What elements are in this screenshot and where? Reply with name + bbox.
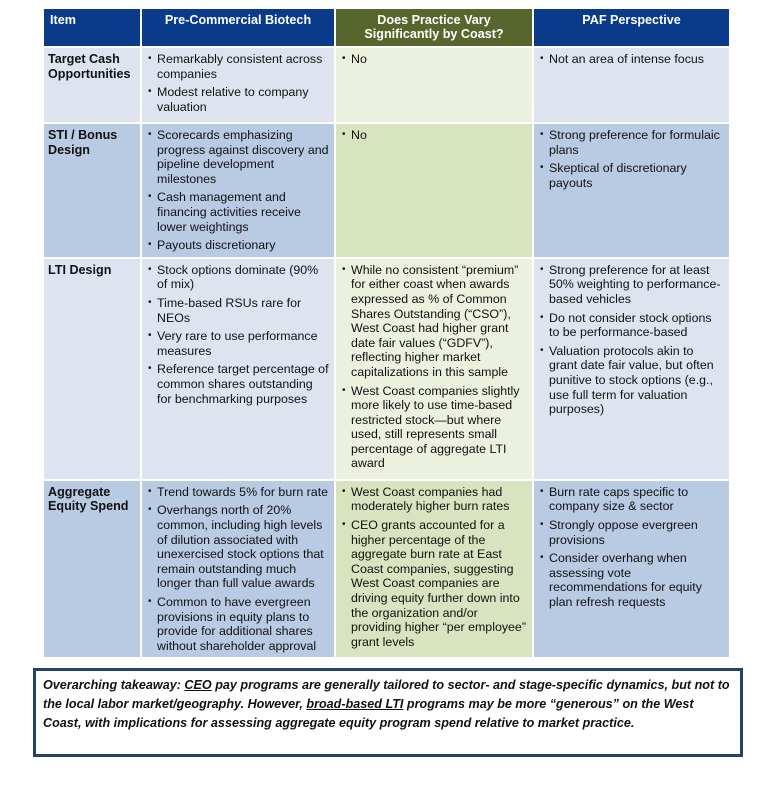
bullet-icon: •	[148, 263, 152, 275]
bullet-item	[146, 362, 330, 406]
header-pre-commercial: Pre-Commercial Biotech	[141, 8, 335, 47]
bullet-icon: •	[148, 330, 152, 342]
bullet-text: Valuation protocols akin to grant date fair value, but often punitive to stock options (e.g., use full term for valuation purposes)	[549, 343, 714, 417]
bullet-item	[146, 238, 330, 253]
cell-paf	[533, 258, 730, 480]
cell-coast	[335, 480, 533, 659]
bullet-icon: •	[342, 53, 346, 64]
bullet-icon: •	[148, 53, 152, 64]
cell-coast	[335, 258, 533, 480]
bullet-text: While no consistent “premium” for either coast when awards expressed as % of Common Shares Outstanding (“CSO”), West Coast had higher grant date fair values (“GDFV”), reflecting higher market capitalizations in this sample	[351, 262, 519, 379]
bullet-icon: •	[342, 129, 346, 140]
bullet-icon: •	[540, 485, 544, 497]
bullet-text: Skeptical of discretionary payouts	[549, 161, 687, 190]
bullet-item	[146, 595, 330, 653]
bullet-list	[538, 128, 725, 190]
bullet-icon: •	[342, 518, 346, 530]
bullet-icon: •	[540, 311, 544, 323]
bullet-list	[340, 52, 528, 67]
bullet-icon: •	[148, 595, 152, 607]
bullet-item	[340, 52, 528, 67]
takeaway-underline-ceo: CEO	[184, 678, 212, 692]
bullet-text: Overhangs north of 20% common, including high levels of dilution associated with unexercised stock options that remain outstanding much longer than full value awards	[157, 503, 324, 591]
bullet-text: Common to have evergreen provisions in equity plans to provide for additional shares without shareholder approval	[157, 594, 317, 653]
table-header-row	[43, 8, 730, 47]
bullet-icon: •	[148, 239, 152, 251]
bullet-text: No	[351, 128, 367, 142]
bullet-list	[340, 263, 528, 471]
bullet-text: Reference target percentage of common shares outstanding for benchmarking purposes	[157, 362, 329, 406]
cell-coast	[335, 123, 533, 258]
table-row	[43, 123, 730, 258]
header-paf: PAF Perspective	[533, 8, 730, 47]
bullet-item	[538, 344, 725, 417]
bullet-text: Time-based RSUs rare for NEOs	[157, 295, 302, 325]
bullet-icon: •	[148, 129, 152, 140]
bullet-text: Strongly oppose evergreen provisions	[549, 517, 698, 547]
bullet-text: Remarkably consistent across companies	[157, 52, 323, 81]
bullet-list	[538, 52, 725, 67]
bullet-icon: •	[148, 504, 152, 516]
bullet-text: West Coast companies slightly more likely to use time-based restricted stock—but where used, still represents small percentage of aggregate LTI award	[351, 383, 520, 471]
bullet-text: Modest relative to company valuation	[157, 85, 309, 114]
bullet-item	[146, 296, 330, 325]
takeaway-underline-lti: broad-based LTI	[306, 697, 404, 711]
bullet-list	[146, 485, 330, 654]
bullet-icon: •	[148, 86, 152, 98]
table-row	[43, 480, 730, 659]
bullet-item	[340, 518, 528, 649]
bullet-item	[538, 263, 725, 307]
cell-pre-commercial	[141, 123, 335, 258]
bullet-icon: •	[342, 384, 346, 396]
bullet-item	[146, 485, 330, 500]
bullet-text: Very rare to use performance measures	[157, 329, 318, 358]
bullet-icon: •	[540, 263, 544, 275]
comparison-table	[42, 7, 731, 659]
takeaway-text-2: pay programs are generally tailored to sector- and stage-specific dynamics, but not to the local labor market/geography. However,	[43, 678, 730, 711]
bullet-list	[538, 485, 725, 610]
bullet-item	[340, 384, 528, 472]
cell-paf	[533, 47, 730, 123]
bullet-item	[146, 329, 330, 358]
bullet-item	[538, 161, 725, 190]
bullet-item	[538, 551, 725, 609]
row-item-label: Aggregate Equity Spend	[43, 480, 141, 659]
cell-coast	[335, 47, 533, 123]
bullet-icon: •	[148, 485, 152, 497]
bullet-text: Do not consider stock options to be performance-based	[549, 310, 712, 340]
bullet-item	[538, 485, 725, 514]
bullet-item	[146, 52, 330, 81]
row-item-label: STI / Bonus Design	[43, 123, 141, 258]
bullet-text: Burn rate caps specific to company size & sector	[549, 484, 689, 514]
cell-pre-commercial	[141, 47, 335, 123]
bullet-icon: •	[540, 344, 544, 356]
cell-paf	[533, 480, 730, 659]
bullet-text: Not an area of intense focus	[549, 52, 704, 66]
takeaway-box	[33, 668, 743, 757]
bullet-icon: •	[148, 363, 152, 375]
bullet-item	[146, 128, 330, 186]
header-item: Item	[43, 8, 141, 47]
header-coast: Does Practice Vary Significantly by Coast?	[335, 8, 533, 47]
bullet-list	[146, 52, 330, 114]
table-row	[43, 258, 730, 480]
row-item-label: LTI Design	[43, 258, 141, 480]
bullet-text: Payouts discretionary	[157, 238, 276, 253]
bullet-item	[538, 128, 725, 157]
bullet-icon: •	[540, 162, 544, 174]
cell-pre-commercial	[141, 480, 335, 659]
bullet-text: Trend towards 5% for burn rate	[157, 484, 329, 499]
bullet-item	[146, 263, 330, 292]
bullet-item	[146, 503, 330, 591]
bullet-list	[340, 485, 528, 650]
bullet-icon: •	[148, 191, 152, 203]
bullet-text: Scorecards emphasizing progress against discovery and pipeline development milestones	[157, 128, 329, 186]
bullet-item	[538, 311, 725, 340]
bullet-list	[146, 263, 330, 406]
takeaway-text-1: Overarching takeaway:	[43, 678, 185, 692]
bullet-item	[146, 85, 330, 114]
bullet-icon: •	[540, 518, 544, 530]
bullet-text: Cash management and financing activities receive lower weightings	[157, 190, 301, 234]
bullet-text: Consider overhang when assessing vote recommendations for equity plan refresh requests	[549, 551, 702, 609]
cell-pre-commercial	[141, 258, 335, 480]
bullet-text: Strong preference for at least 50% weighting to performance-based vehicles	[549, 262, 721, 306]
bullet-text: West Coast companies had moderately higher burn rates	[351, 484, 510, 514]
bullet-item	[340, 263, 528, 380]
bullet-icon: •	[342, 263, 346, 275]
bullet-list	[340, 128, 528, 143]
bullet-icon: •	[540, 552, 544, 564]
bullet-list	[146, 128, 330, 253]
bullet-item	[340, 128, 528, 143]
bullet-item	[340, 485, 528, 514]
bullet-icon: •	[148, 296, 152, 308]
bullet-text: No	[351, 52, 367, 66]
bullet-text: CEO grants accounted for a higher percentage of the aggregate burn rate at East Coast companies, suggesting West Coast companies are driving equity further down into the organization and/or providing higher “per employee” grant levels	[351, 517, 526, 649]
bullet-text: Strong preference for formulaic plans	[549, 128, 720, 157]
row-item-label: Target Cash Opportunities	[43, 47, 141, 123]
bullet-item	[538, 52, 725, 67]
bullet-list	[538, 263, 725, 417]
bullet-icon: •	[342, 485, 346, 497]
bullet-item	[146, 190, 330, 234]
bullet-icon: •	[540, 129, 544, 140]
bullet-icon: •	[540, 53, 544, 64]
takeaway-text-3: programs may be more “generous” on the West Coast, with implications for assessing aggregate equity program spend relative to market practice.	[43, 697, 694, 730]
cell-paf	[533, 123, 730, 258]
bullet-item	[538, 518, 725, 547]
table-row	[43, 47, 730, 123]
bullet-text: Stock options dominate (90% of mix)	[157, 262, 319, 292]
